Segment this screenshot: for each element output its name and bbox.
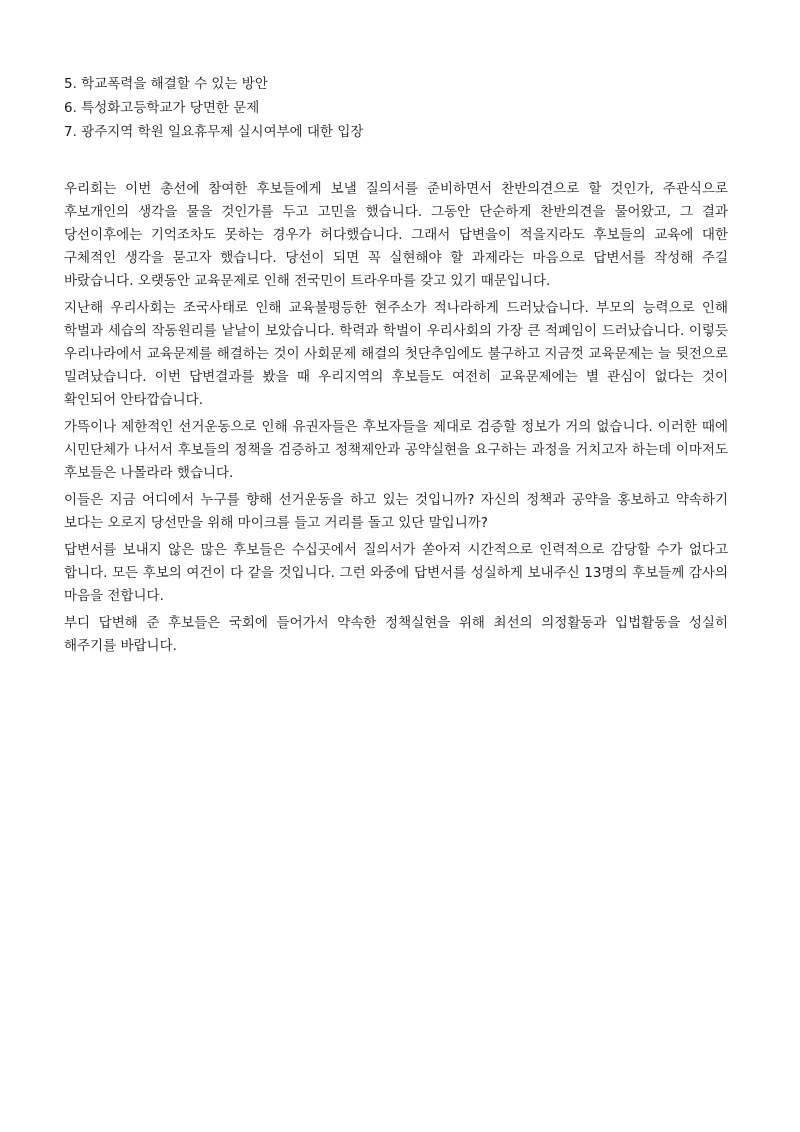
list-item: 7. 광주지역 학원 일요휴무제 실시여부에 대한 입장 xyxy=(64,124,364,140)
body-paragraph: 답변서를 보내지 않은 많은 후보들은 수십곳에서 질의서가 쏟아져 시간적으로 인력적으로 감당할 수가 없다고 합니다. 모든 후보의 여건이 다 같을 것입니다. 그런 와중에 답변서를 성실하게 보내주신 13명의 후보들께 감사의 마음을 전합니다. xyxy=(64,542,728,604)
list-item: 6. 특성화고등학교가 당면한 문제 xyxy=(64,100,260,116)
document-page xyxy=(64,72,728,662)
body-paragraph: 우리회는 이번 총선에 참여한 후보들에게 보낼 질의서를 준비하면서 찬반의견으로 할 것인가, 주관식으로 후보개인의 생각을 물을 것인가를 두고 고민을 했습니다. 그동안 단순하게 찬반의견을 물어왔고, 그 결과 당선이후에는 기억조차도 못하는 경우가 허다했습니다. 그래서 답변을이 적을지라도 후보들의 교육에 대한 구체적인 생각을 묻고자 했습니다. 당선이 되면 꼭 실현해야 할 과제라는 마음으로 답변서를 작성해 주길 바랐습니다. 오랫동안 교육문제로 인해 전국민이 트라우마를 갖고 있기 때문입니다. xyxy=(64,181,728,289)
list-item: 5. 학교폭력을 해결할 수 있는 방안 xyxy=(64,76,268,92)
body-paragraph: 지난해 우리사회는 조국사태로 인해 교육불평등한 현주소가 적나라하게 드러났습니다. 부모의 능력으로 인해 학벌과 세습의 작동원리를 낱낱이 보았습니다. 학력과 학벌이 우리사회의 가장 큰 적폐임이 드러났습니다. 이렇듯 우리나라에서 교육문제를 해결하는 것이 사회문제 해결의 첫단추임에도 불구하고 지금껏 교육문제는 늘 뒷전으로 밀려났습니다. 이번 답변결과를 봤을 때 우리지역의 후보들도 여전히 교육문제에는 별 관심이 없다는 것이 확인되어 안타깝습니다. xyxy=(64,300,728,408)
body-paragraph: 이들은 지금 어디에서 누구를 향해 선거운동을 하고 있는 것입니까? 자신의 정책과 공약을 홍보하고 약속하기 보다는 오로지 당선만을 위해 마이크를 들고 거리를 돌고 있단 말입니까? xyxy=(64,492,728,531)
body-paragraph: 부디 답변해 준 후보들은 국회에 들어가서 약속한 정책실현을 위해 최선의 의정활동과 입법활동을 성실히 해주기를 바랍니다. xyxy=(64,615,728,654)
body-paragraph: 가뜩이나 제한적인 선거운동으로 인해 유권자들은 후보자들을 제대로 검증할 정보가 거의 없습니다. 이러한 때에 시민단체가 나서서 후보들의 정책을 검증하고 정책제안과 공약실현을 요구하는 과정을 거치고자 하는데 이마저도 후보들은 나몰라라 했습니다. xyxy=(64,419,728,481)
question-list xyxy=(64,72,728,144)
